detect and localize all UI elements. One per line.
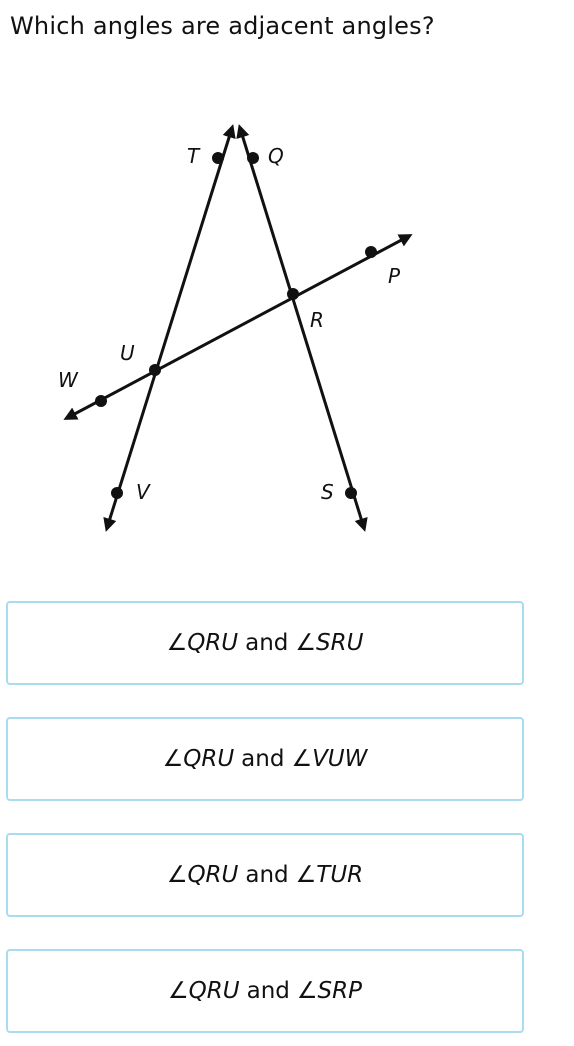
angle-name-second: SRU bbox=[316, 630, 364, 656]
point-r bbox=[287, 288, 299, 300]
angle-symbol: ∠ bbox=[291, 746, 313, 772]
line-tv bbox=[107, 128, 232, 528]
answer-choice-1[interactable] bbox=[6, 601, 524, 685]
line-wp bbox=[67, 236, 409, 418]
label-t: T bbox=[187, 144, 200, 168]
angle-name-second: TUR bbox=[316, 862, 364, 888]
point-q bbox=[247, 152, 259, 164]
answer-choice-4[interactable] bbox=[6, 949, 524, 1033]
label-r: R bbox=[310, 308, 324, 332]
line-qs bbox=[240, 128, 364, 528]
conjunction: and bbox=[241, 746, 285, 772]
angle-symbol: ∠ bbox=[166, 862, 188, 888]
point-w bbox=[95, 395, 107, 407]
angle-symbol: ∠ bbox=[166, 630, 188, 656]
label-q: Q bbox=[268, 144, 284, 168]
question-text: Which angles are adjacent angles? bbox=[10, 12, 435, 40]
point-v bbox=[111, 487, 123, 499]
angle-symbol: ∠ bbox=[295, 630, 317, 656]
angle-symbol: ∠ bbox=[296, 978, 318, 1004]
angle-name-second: SRP bbox=[317, 978, 362, 1004]
angle-name-first: QRU bbox=[187, 630, 239, 656]
conjunction: and bbox=[246, 978, 290, 1004]
angle-symbol: ∠ bbox=[162, 746, 184, 772]
label-w: W bbox=[58, 368, 78, 392]
point-u bbox=[149, 364, 161, 376]
conjunction: and bbox=[245, 630, 289, 656]
point-t bbox=[212, 152, 224, 164]
label-u: U bbox=[120, 341, 135, 365]
angle-name-first: QRU bbox=[188, 978, 240, 1004]
answer-choice-3[interactable] bbox=[6, 833, 524, 917]
label-s: S bbox=[321, 480, 334, 504]
angle-name-second: VUW bbox=[312, 746, 368, 772]
conjunction: and bbox=[245, 862, 289, 888]
angle-symbol: ∠ bbox=[168, 978, 189, 1004]
point-p bbox=[365, 246, 377, 258]
label-p: P bbox=[388, 264, 401, 288]
angle-name-first: QRU bbox=[187, 862, 239, 888]
label-v: V bbox=[136, 480, 150, 504]
answer-choice-2[interactable] bbox=[6, 717, 524, 801]
point-s bbox=[345, 487, 357, 499]
angle-symbol: ∠ bbox=[295, 862, 317, 888]
angle-name-first: QRU bbox=[183, 746, 235, 772]
